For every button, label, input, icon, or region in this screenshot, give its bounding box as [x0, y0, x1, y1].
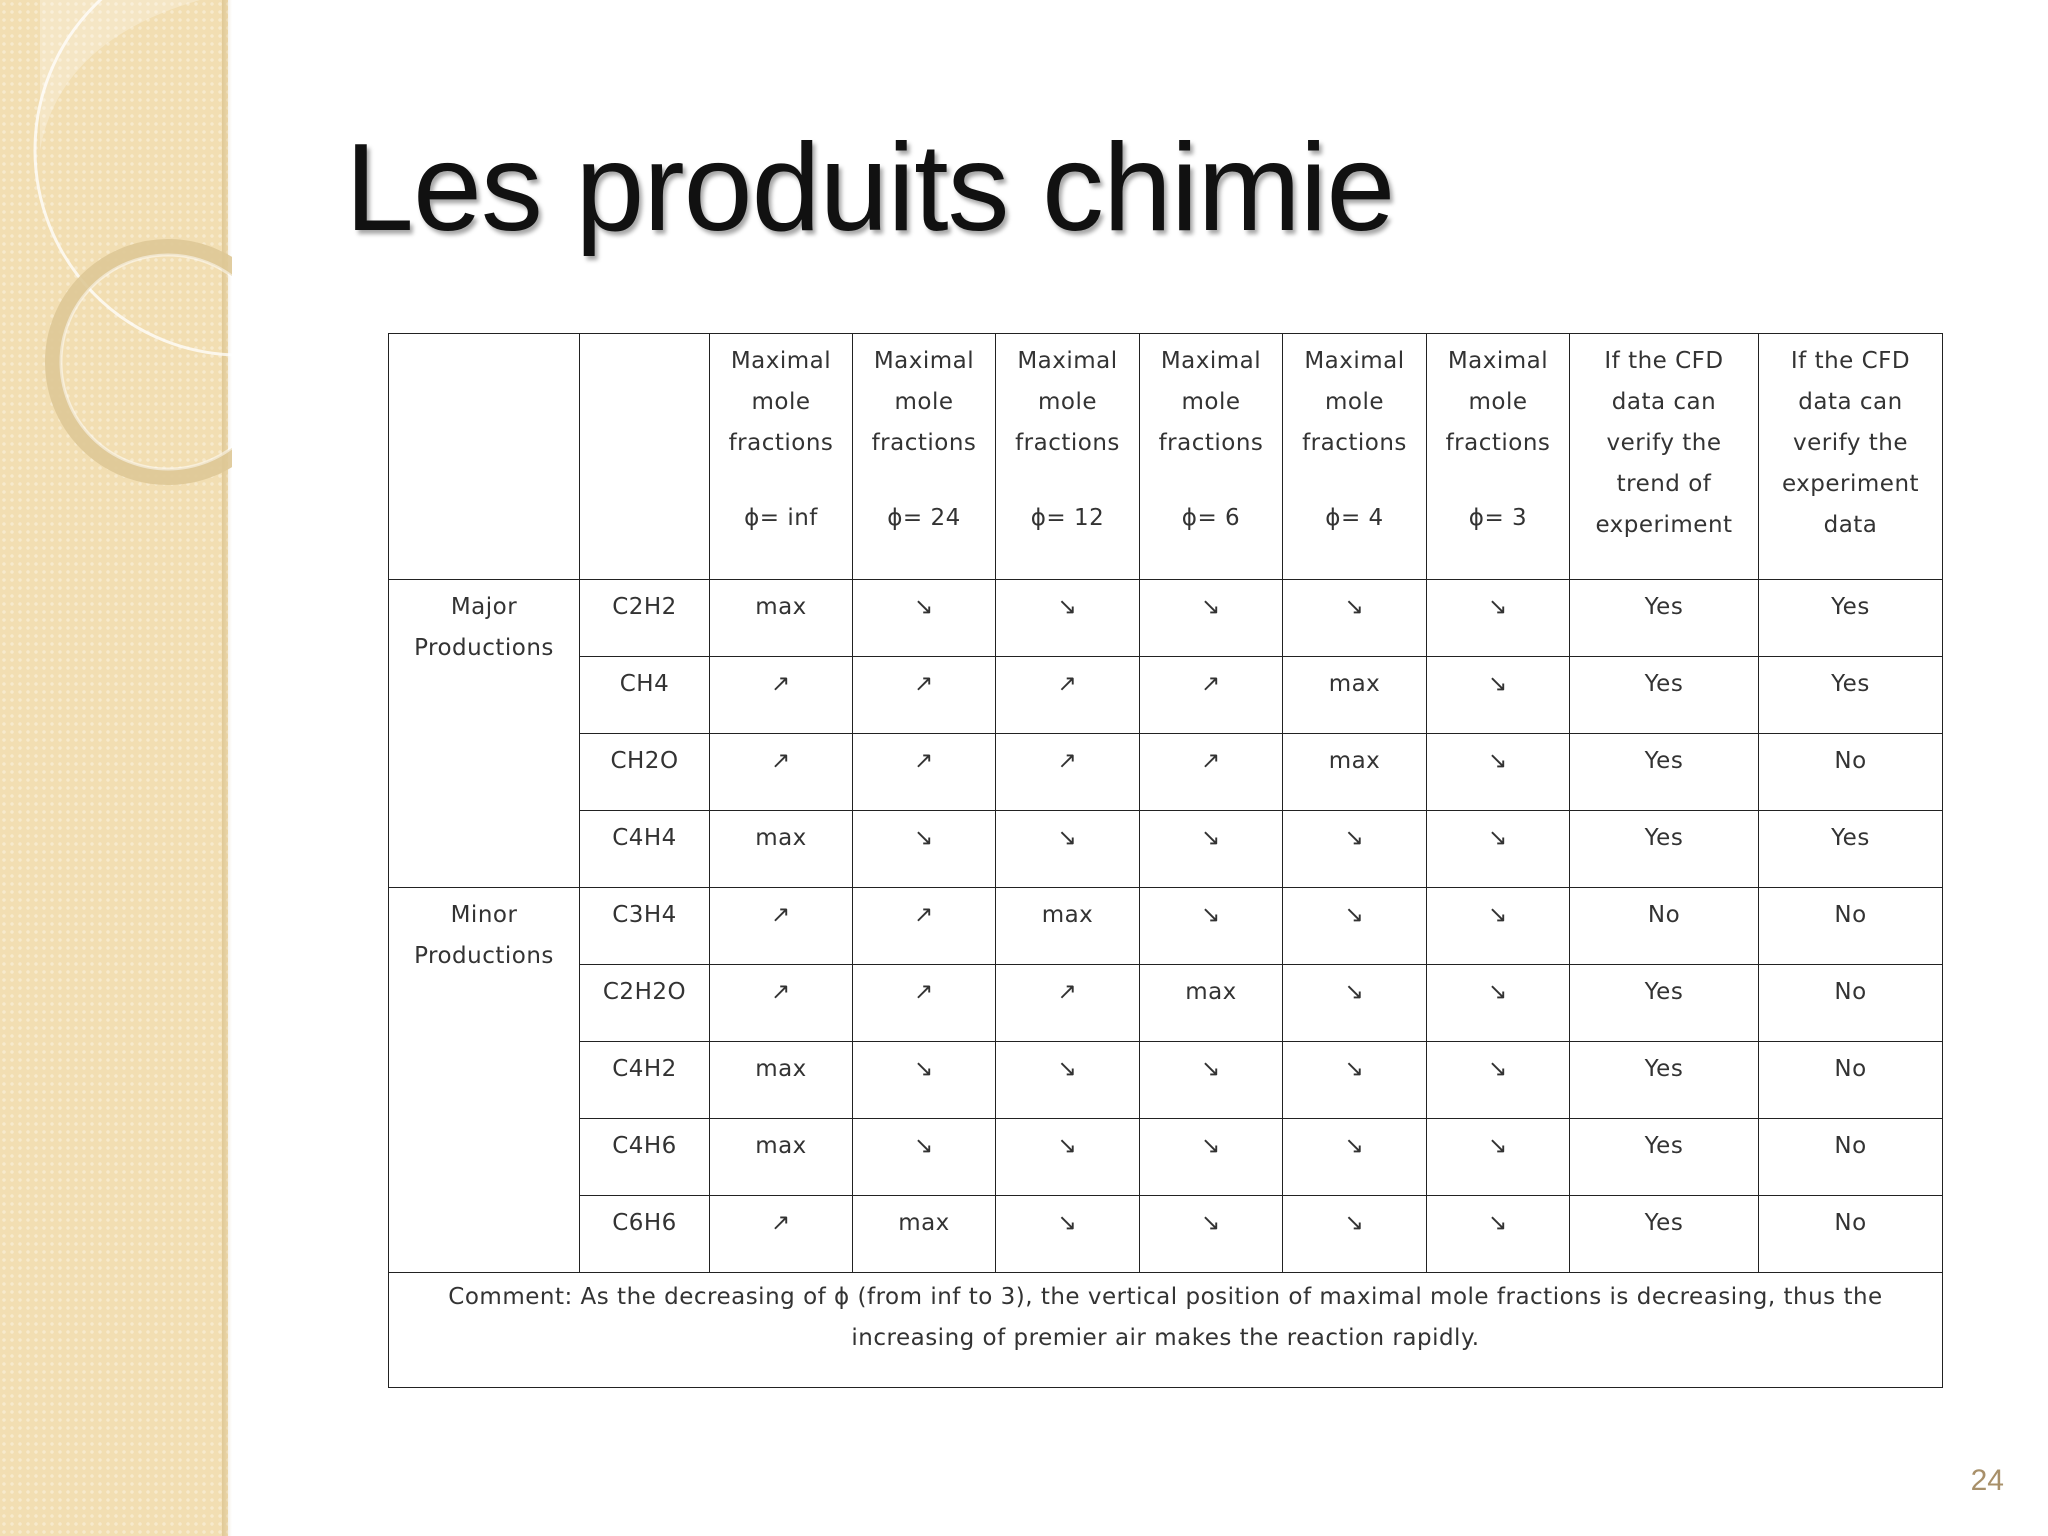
header-label: Maximal mole fractions	[1445, 348, 1551, 456]
trend-cell: max	[710, 1119, 853, 1196]
species-cell: C2H2O	[580, 965, 710, 1042]
verify-trend-cell: No	[1570, 888, 1759, 965]
decorative-arc-fill	[40, 0, 200, 150]
species-cell: CH4	[580, 657, 710, 734]
decorative-thick-ring	[53, 247, 232, 477]
trend-cell: max	[1283, 657, 1427, 734]
trend-cell: ↘	[1427, 965, 1570, 1042]
trend-cell: max	[853, 1196, 996, 1273]
header-row	[389, 334, 1943, 580]
header-label: Maximal mole fractions	[1015, 348, 1120, 456]
trend-cell: ↘	[996, 1042, 1140, 1119]
trend-cell: ↘	[996, 811, 1140, 888]
verify-data-cell: No	[1759, 965, 1943, 1042]
header-mole-fraction	[996, 334, 1140, 580]
trend-cell: ↘	[1283, 580, 1427, 657]
species-cell: C4H2	[580, 1042, 710, 1119]
header-phi: ϕ= 24	[887, 505, 961, 531]
trend-cell: ↘	[1427, 888, 1570, 965]
slide-title: Les produits chimie	[345, 119, 1395, 257]
trend-cell: ↘	[1427, 734, 1570, 811]
trend-cell: ↘	[1427, 580, 1570, 657]
trend-cell: ↘	[1283, 1196, 1427, 1273]
trend-cell: ↘	[1427, 1119, 1570, 1196]
table-row	[389, 811, 1943, 888]
decorative-circles	[0, 0, 232, 520]
comment-row	[389, 1273, 1943, 1388]
header-verify-data: If the CFD data can verify the experiment data	[1759, 334, 1943, 580]
trend-cell: ↘	[1283, 1119, 1427, 1196]
trend-cell: ↘	[853, 1042, 996, 1119]
trend-cell: ↘	[1140, 888, 1283, 965]
verify-data-cell: Yes	[1759, 657, 1943, 734]
trend-cell: ↘	[996, 1196, 1140, 1273]
trend-cell: ↗	[710, 1196, 853, 1273]
verify-trend-cell: Yes	[1570, 965, 1759, 1042]
trend-cell: ↗	[853, 657, 996, 734]
header-phi: ϕ= 6	[1181, 505, 1241, 531]
group-label: Major Productions	[389, 580, 580, 888]
table-row	[389, 888, 1943, 965]
table-row	[389, 1119, 1943, 1196]
comment-cell: Comment: As the decreasing of ϕ (from inf to 3), the vertical position of maximal mole fractions is decreasing, thus the increasing of premier air makes the reaction rapidly.	[389, 1273, 1943, 1388]
header-label: Maximal mole fractions	[728, 348, 834, 456]
trend-cell: ↗	[1140, 734, 1283, 811]
header-mole-fraction	[1140, 334, 1283, 580]
group-label: Minor Productions	[389, 888, 580, 1273]
table-row	[389, 657, 1943, 734]
header-label: Maximal mole fractions	[871, 348, 977, 456]
results-table	[388, 333, 1943, 1388]
trend-cell: ↘	[1140, 811, 1283, 888]
trend-cell: ↘	[1140, 1119, 1283, 1196]
header-phi: ϕ= 12	[1030, 505, 1105, 531]
header-label: Maximal mole fractions	[1158, 348, 1264, 456]
verify-data-cell: Yes	[1759, 580, 1943, 657]
trend-cell: ↗	[710, 965, 853, 1042]
trend-cell: ↘	[1140, 1042, 1283, 1119]
verify-data-cell: No	[1759, 1196, 1943, 1273]
trend-cell: ↘	[1283, 1042, 1427, 1119]
verify-trend-cell: Yes	[1570, 734, 1759, 811]
trend-cell: max	[710, 580, 853, 657]
verify-data-cell: No	[1759, 734, 1943, 811]
verify-trend-cell: Yes	[1570, 1196, 1759, 1273]
table-row	[389, 1042, 1943, 1119]
trend-cell: ↘	[853, 1119, 996, 1196]
species-cell: C2H2	[580, 580, 710, 657]
verify-trend-cell: Yes	[1570, 657, 1759, 734]
trend-cell: ↘	[853, 811, 996, 888]
verify-data-cell: No	[1759, 888, 1943, 965]
header-phi: ϕ= 3	[1468, 505, 1528, 531]
page-number: 24	[1970, 1464, 2004, 1497]
trend-cell: ↘	[1283, 888, 1427, 965]
header-mole-fraction	[710, 334, 853, 580]
trend-cell: ↘	[1427, 657, 1570, 734]
trend-cell: max	[1140, 965, 1283, 1042]
trend-cell: ↘	[996, 1119, 1140, 1196]
trend-cell: max	[996, 888, 1140, 965]
header-phi: ϕ= 4	[1325, 505, 1384, 531]
trend-cell: ↗	[1140, 657, 1283, 734]
trend-cell: ↗	[853, 888, 996, 965]
trend-cell: ↗	[710, 888, 853, 965]
table-row	[389, 580, 1943, 657]
species-cell: C3H4	[580, 888, 710, 965]
table-row	[389, 965, 1943, 1042]
header-verify-trend: If the CFD data can verify the trend of experiment	[1570, 334, 1759, 580]
verify-data-cell: No	[1759, 1119, 1943, 1196]
header-mole-fraction	[1283, 334, 1427, 580]
table-row	[389, 734, 1943, 811]
trend-cell: ↘	[996, 580, 1140, 657]
trend-cell: ↘	[1140, 1196, 1283, 1273]
verify-trend-cell: Yes	[1570, 811, 1759, 888]
trend-cell: ↘	[853, 580, 996, 657]
header-phi: ϕ= inf	[744, 505, 818, 531]
trend-cell: ↗	[710, 734, 853, 811]
trend-cell: max	[710, 1042, 853, 1119]
species-cell: C4H4	[580, 811, 710, 888]
header-mole-fraction	[1427, 334, 1570, 580]
verify-data-cell: Yes	[1759, 811, 1943, 888]
header-blank-cell	[389, 334, 580, 580]
trend-cell: ↗	[996, 965, 1140, 1042]
trend-cell: ↘	[1283, 965, 1427, 1042]
table-row	[389, 1196, 1943, 1273]
verify-trend-cell: Yes	[1570, 1042, 1759, 1119]
trend-cell: max	[1283, 734, 1427, 811]
trend-cell: ↗	[710, 657, 853, 734]
trend-cell: ↘	[1427, 1196, 1570, 1273]
trend-cell: max	[710, 811, 853, 888]
trend-cell: ↘	[1427, 811, 1570, 888]
verify-data-cell: No	[1759, 1042, 1943, 1119]
species-cell: CH2O	[580, 734, 710, 811]
verify-trend-cell: Yes	[1570, 580, 1759, 657]
species-cell: C6H6	[580, 1196, 710, 1273]
trend-cell: ↗	[996, 657, 1140, 734]
header-blank-cell	[580, 334, 710, 580]
header-mole-fraction	[853, 334, 996, 580]
trend-cell: ↘	[1140, 580, 1283, 657]
trend-cell: ↗	[853, 734, 996, 811]
trend-cell: ↗	[853, 965, 996, 1042]
header-label: Maximal mole fractions	[1302, 348, 1407, 456]
verify-trend-cell: Yes	[1570, 1119, 1759, 1196]
trend-cell: ↘	[1427, 1042, 1570, 1119]
species-cell: C4H6	[580, 1119, 710, 1196]
trend-cell: ↘	[1283, 811, 1427, 888]
trend-cell: ↗	[996, 734, 1140, 811]
